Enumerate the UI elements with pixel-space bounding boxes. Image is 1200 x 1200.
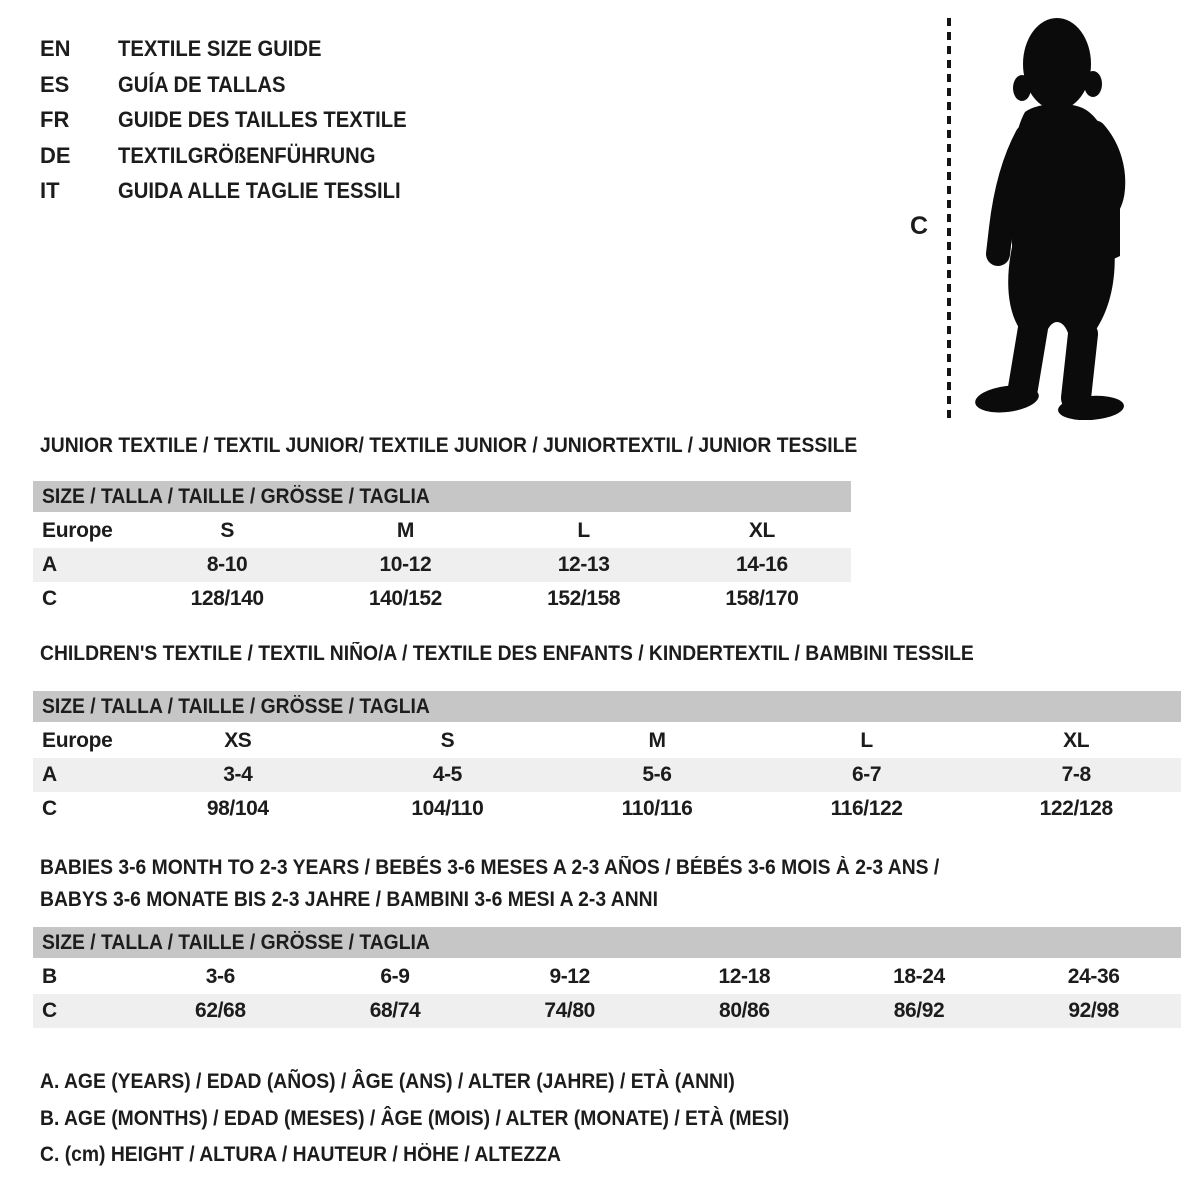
language-title: TEXTILGRÖßENFÜHRUNG [118,142,376,168]
table-row-height-cm [33,792,1181,826]
legend-line-c [40,1137,854,1174]
language-title: GUIDE DES TAILLES TEXTILE [118,107,407,132]
language-list [40,31,432,209]
language-code: IT [40,178,60,203]
size-header-text: SIZE / TALLA / TAILLE / GRÖSSE / TAGLIA [42,695,430,718]
height-cell: 122/128 [1039,797,1113,820]
babies-section-title [40,852,1018,916]
legend-line-b [40,1101,854,1138]
row-label: Europe [42,519,113,542]
height-cell: 68/74 [369,999,421,1022]
table-row-europe [33,514,851,548]
height-cell: 128/140 [190,587,264,610]
size-cell: M [396,519,414,542]
age-cell: 9-12 [549,965,590,988]
height-cell: 80/86 [719,999,770,1022]
babies-size-table [33,927,1181,1028]
height-cell: 86/92 [893,999,945,1022]
table-row-age-years [33,548,851,582]
age-cell: 14-16 [736,553,788,576]
legend-text-a: A. AGE (YEARS) / EDAD (AÑOS) / ÂGE (ANS) / ALTER (JAHRE) / ETÀ (ANNI) [40,1070,735,1093]
age-cell: 4-5 [432,763,462,786]
size-cell: S [220,519,234,542]
size-header-text: SIZE / TALLA / TAILLE / GRÖSSE / TAGLIA [42,931,430,954]
age-cell: 6-7 [852,763,882,786]
size-cell: S [440,729,455,752]
junior-size-table [33,481,851,616]
legend [40,1064,854,1174]
row-label: C [42,587,57,610]
age-cell: 18-24 [893,965,945,988]
height-cell: 152/158 [547,587,621,610]
age-cell: 3-6 [205,965,235,988]
table-row-height-cm [33,582,851,616]
row-label: A [42,763,57,786]
age-cell: 24-36 [1067,965,1120,988]
language-code: DE [40,142,71,168]
row-label: Europe [42,729,113,752]
size-cell: XL [748,519,775,542]
size-header-text: SIZE / TALLA / TAILLE / GRÖSSE / TAGLIA [42,485,430,508]
size-cell: L [577,519,590,542]
height-cell: 74/80 [544,999,595,1022]
age-cell: 6-9 [380,965,410,988]
height-cell: 92/98 [1068,999,1119,1022]
babies-section-title-line1: BABIES 3-6 MONTH TO 2-3 YEARS / BEBÉS 3-6 MESES A 2-3 AÑOS / BÉBÉS 3-6 MOIS À 2-3 ANS / [40,856,940,879]
size-header-bar [33,691,1181,724]
language-title: TEXTILE SIZE GUIDE [118,36,322,61]
table-row-europe [33,724,1181,758]
children-section-title [40,642,1055,666]
legend-text-c: C. (cm) HEIGHT / ALTURA / HAUTEUR / HÖHE / ALTEZZA [40,1143,561,1166]
language-title: GUÍA DE TALLAS [118,71,286,97]
size-header-bar [33,927,1181,960]
legend-line-a [40,1064,854,1101]
size-cell: XS [224,729,252,752]
language-code: FR [40,107,70,132]
row-label: C [42,999,57,1022]
height-measure-label: C [910,212,929,240]
age-cell: 12-13 [557,553,610,576]
size-cell: XL [1063,729,1090,752]
age-cell: 5-6 [642,763,672,786]
language-row-de [40,138,432,174]
children-section-title-text: CHILDREN'S TEXTILE / TEXTIL NIÑO/A / TEXTILE DES ENFANTS / KINDERTEXTIL / BAMBINI TESSILE [40,642,974,665]
height-cell: 62/68 [195,999,246,1022]
language-row-en [40,31,432,67]
language-row-es [40,67,432,103]
language-code: ES [40,71,70,97]
language-row-fr [40,102,432,138]
table-row-age-months [33,960,1181,994]
row-label: C [42,797,57,820]
height-cell: 98/104 [206,797,269,820]
language-code: EN [40,36,71,61]
height-cell: 104/110 [411,797,484,820]
height-cell: 140/152 [368,587,442,610]
babies-section-title-line2: BABYS 3-6 MONATE BIS 2-3 JAHRE / BAMBINI 3-6 MESI A 2-3 ANNI [40,888,658,911]
junior-section-title [40,434,928,458]
size-cell: L [860,729,873,752]
age-cell: 8-10 [206,553,248,576]
height-cell: 158/170 [725,587,799,610]
table-row-age-years [33,758,1181,792]
age-cell: 3-4 [223,763,253,786]
height-measure-dashed-line [947,18,951,418]
legend-text-b: B. AGE (MONTHS) / EDAD (MESES) / ÂGE (MOIS) / ALTER (MONATE) / ETÀ (MESI) [40,1106,790,1130]
junior-section-title-text: JUNIOR TEXTILE / TEXTIL JUNIOR/ TEXTILE JUNIOR / JUNIORTEXTIL / JUNIOR TESSILE [40,434,858,457]
age-cell: 12-18 [718,965,771,988]
toddler-silhouette-icon [963,16,1143,420]
age-cell: 7-8 [1061,763,1091,786]
language-row-it [40,173,432,209]
height-cell: 116/122 [830,797,903,820]
table-row-height-cm [33,994,1181,1028]
size-cell: M [648,729,666,752]
age-cell: 10-12 [379,553,432,576]
row-label: A [42,553,57,576]
size-header-bar [33,481,851,514]
height-cell: 110/116 [621,797,693,820]
language-title: GUIDA ALLE TAGLIE TESSILI [118,178,401,203]
children-size-table [33,691,1181,826]
row-label: B [42,965,57,988]
